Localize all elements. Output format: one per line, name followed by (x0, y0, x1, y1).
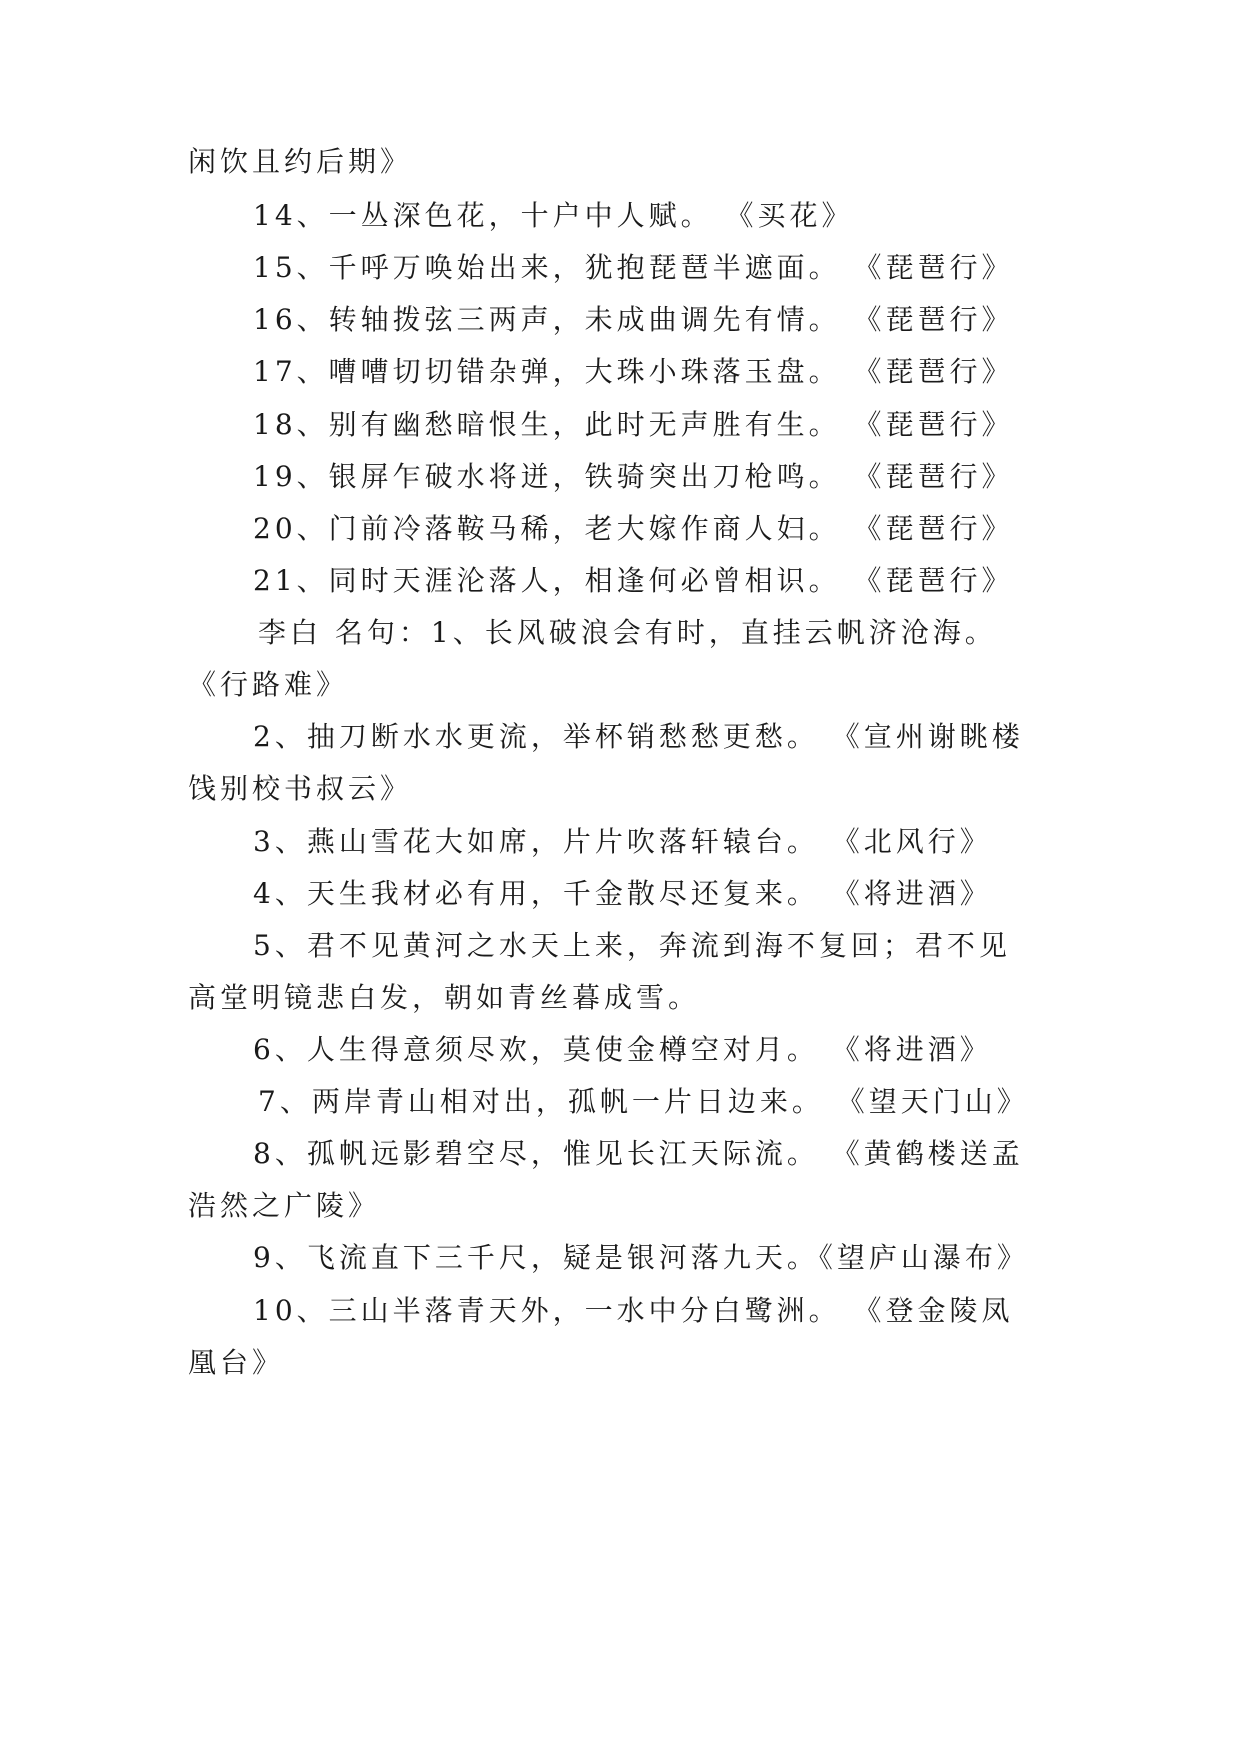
text-line: 凰台》 (188, 1346, 285, 1379)
text-line: 7、两岸青山相对出，孤帆一片日边来。 《望天门山》 (258, 1085, 1029, 1118)
text-line: 4、天生我材必有用，千金散尽还复来。 《将进酒》 (253, 877, 992, 910)
text-line: 3、燕山雪花大如席，片片吹落轩辕台。 《北风行》 (253, 825, 992, 858)
text-line: 5、君不见黄河之水天上来，奔流到海不复回；君不见 (253, 929, 1011, 962)
text-line: 17、嘈嘈切切错杂弹，大珠小珠落玉盘。 《琵琶行》 (253, 355, 1014, 388)
text-line: 14、一丛深色花，十户中人赋。 《买花》 (253, 199, 854, 232)
text-line: 16、转轴拨弦三两声，未成曲调先有情。 《琵琶行》 (253, 303, 1014, 336)
text-line: 20、门前冷落鞍马稀，老大嫁作商人妇。 《琵琶行》 (253, 512, 1014, 545)
text-line: 浩然之广陵》 (188, 1189, 381, 1222)
text-line: 10、三山半落青天外，一水中分白鹭洲。 《登金陵凤 (253, 1294, 1014, 1327)
text-line: 2、抽刀断水水更流，举杯销愁愁更愁。 《宣州谢眺楼 (253, 720, 1024, 753)
text-line: 19、银屏乍破水将迸，铁骑突出刀枪鸣。 《琵琶行》 (253, 460, 1014, 493)
text-line: 饯别校书叔云》 (188, 772, 413, 805)
text-line: 《行路难》 (188, 668, 349, 701)
text-line: 高堂明镜悲白发，朝如青丝暮成雪。 (188, 981, 701, 1014)
text-line: 9、飞流直下三千尺，疑是银河落九天。《望庐山瀑布》 (253, 1241, 1029, 1274)
text-line: 18、别有幽愁暗恨生，此时无声胜有生。 《琵琶行》 (253, 408, 1014, 441)
text-line: 6、人生得意须尽欢，莫使金樽空对月。 《将进酒》 (253, 1033, 992, 1066)
text-line: 李白 名句：1、长风破浪会有时，直挂云帆济沧海。 (258, 616, 997, 649)
text-line: 15、千呼万唤始出来，犹抱琵琶半遮面。 《琵琶行》 (253, 251, 1014, 284)
text-line: 闲饮且约后期》 (188, 145, 413, 178)
text-line: 21、同时天涯沦落人，相逢何必曾相识。 《琵琶行》 (253, 564, 1014, 597)
text-line: 8、孤帆远影碧空尽，惟见长江天际流。 《黄鹤楼送孟 (253, 1137, 1024, 1170)
